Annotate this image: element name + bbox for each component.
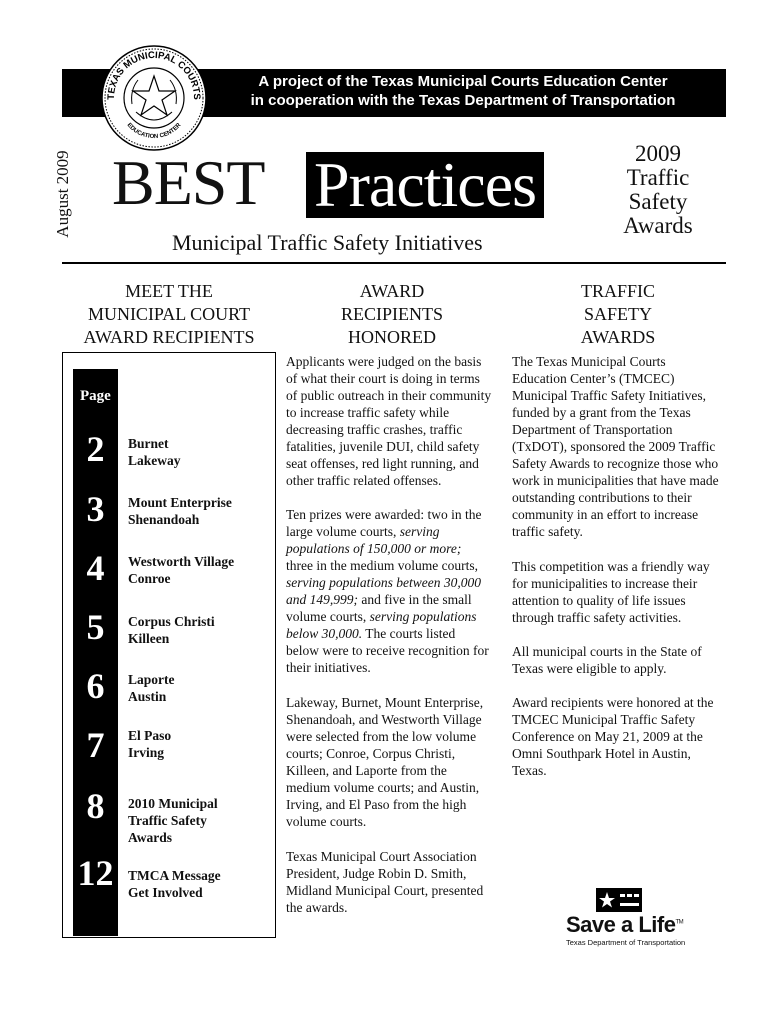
- middle-paragraph-4: Texas Municipal Court Association President, Judge Robin D. Smith, Midland Municipal Court, presented the awards.: [286, 849, 484, 915]
- toc-page-number: 4: [86, 548, 105, 588]
- toc-entry[interactable]: El Paso Irving: [128, 728, 172, 760]
- toc-entry[interactable]: Westworth Village Conroe: [128, 554, 235, 586]
- issue-date: August 2009: [53, 150, 72, 238]
- toc-page-number: 7: [86, 725, 105, 765]
- title-practices: Practices: [306, 152, 544, 218]
- middle-paragraph-1: Applicants were judged on the basis of what their court is doing in terms of public outreach in their community to increase traffic safety while decreasing traffic crashes, traffic fatalities, juvenile DUI, child safety seat offenses, red light running, and other traffic related offenses.: [286, 354, 492, 488]
- awards-title: [608, 142, 708, 238]
- title-best: BEST: [112, 147, 265, 218]
- seal-bottom-text: EDUCATION CENTER: [125, 122, 183, 141]
- right-paragraph-4: Award recipients were honored at the TMCEC Municipal Traffic Safety Conference on May 21, 2009 at the Omni Southpark Hotel in Austin, Texas.: [512, 695, 714, 778]
- right-paragraph-3: All municipal courts in the State of Texas were eligible to apply.: [512, 644, 702, 676]
- awards-title-line: 2009: [635, 141, 681, 166]
- logo-text: Save a Life: [566, 912, 676, 937]
- banner-line-1: A project of the Texas Municipal Courts Education Center: [258, 73, 668, 90]
- toc-page-number: 2: [86, 429, 105, 469]
- middle-paragraph-2: Ten prizes were awarded: two in the large volume courts, serving populations of 150,000 or more; three in the medium volume courts, serving populations between 30,000 and 149,999; and five in the small volume courts, serving populations below 30,000. The courts listed below were to receive recognition for their initiatives.: [286, 507, 489, 675]
- subtitle: Municipal Traffic Safety Initiatives: [172, 230, 483, 255]
- awards-title-line: Awards: [623, 213, 693, 238]
- toc-entry[interactable]: Mount Enterprise Shenandoah: [128, 495, 232, 527]
- right-paragraph-1: The Texas Municipal Courts Education Center’s (TMCEC) Municipal Traffic Safety Initiatives, funded by a grant from the Texas Department of Transportation (TxDOT), sponsored the 2009 Traffic Safety Awards to recognize those who work in municipalities that have made outstanding contributions to their community in an effort to increase traffic safety.: [512, 354, 719, 539]
- right-paragraph-2: This competition was a friendly way for municipalities to increase their attention to quality of life issues through traffic safety activities.: [512, 559, 710, 625]
- awards-title-line: Safety: [628, 189, 688, 214]
- banner-text: [200, 72, 726, 110]
- right-column-heading: TRAFFIC SAFETY AWARDS: [580, 281, 656, 347]
- toc-entry[interactable]: Burnet Lakeway: [128, 436, 181, 468]
- logo-subtext: Texas Department of Transportation: [566, 938, 686, 947]
- tmcec-seal-icon: [100, 44, 208, 152]
- toc-page-number: 6: [86, 666, 105, 706]
- awards-title-line: Traffic: [626, 165, 690, 190]
- toc-page-number: 8: [86, 786, 105, 826]
- toc-page-number: 3: [86, 489, 105, 529]
- toc-page-label: Page: [80, 388, 111, 404]
- left-column-heading: MEET THE MUNICIPAL COURT AWARD RECIPIENTS: [83, 281, 255, 347]
- toc-page-number: 12: [77, 853, 114, 893]
- toc-page-number: 5: [86, 607, 105, 647]
- toc-entry[interactable]: 2010 Municipal Traffic Safety Awards: [128, 796, 218, 845]
- toc-entry[interactable]: Laporte Austin: [128, 672, 175, 704]
- header-divider: [62, 262, 726, 264]
- toc-entry[interactable]: TMCA Message Get Involved: [128, 868, 221, 900]
- middle-column-heading: AWARD RECIPIENTS HONORED: [340, 281, 443, 347]
- toc-entry[interactable]: Corpus Christi Killeen: [128, 614, 215, 646]
- banner-line-2: in cooperation with the Texas Department of Transportation: [250, 92, 676, 109]
- seal-top-text: TEXAS MUNICIPAL COURTS: [105, 49, 203, 100]
- logo-trademark: TM: [675, 919, 684, 926]
- middle-paragraph-3: Lakeway, Burnet, Mount Enterprise, Shenandoah, and Westworth Village were selected from the low volume courts; Conroe, Corpus Christi, Killeen, and Laporte from the medium volume courts; and Austin, Irving, and El Paso from the high volume courts.: [286, 695, 484, 829]
- texas-flag-icon: [596, 888, 642, 912]
